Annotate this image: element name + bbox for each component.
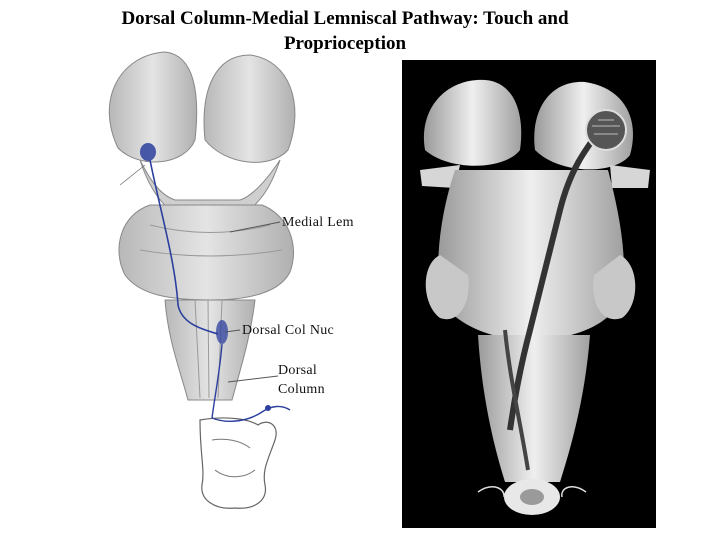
- label-dorsal-column-line-1: Dorsal: [278, 363, 318, 378]
- label-dorsal-column-nucleus: Dorsal Col Nuc: [242, 323, 335, 338]
- label-medial-lemniscus: Medial Lem: [282, 215, 354, 230]
- right-brainstem-illustration: [402, 60, 656, 528]
- left-brainstem-illustration: [109, 52, 295, 508]
- title-line-1: Dorsal Column-Medial Lemniscal Pathway: Touch and: [121, 8, 569, 29]
- label-dorsal-column-line-2: Column: [278, 382, 325, 397]
- title-line-2: Proprioception: [283, 33, 407, 54]
